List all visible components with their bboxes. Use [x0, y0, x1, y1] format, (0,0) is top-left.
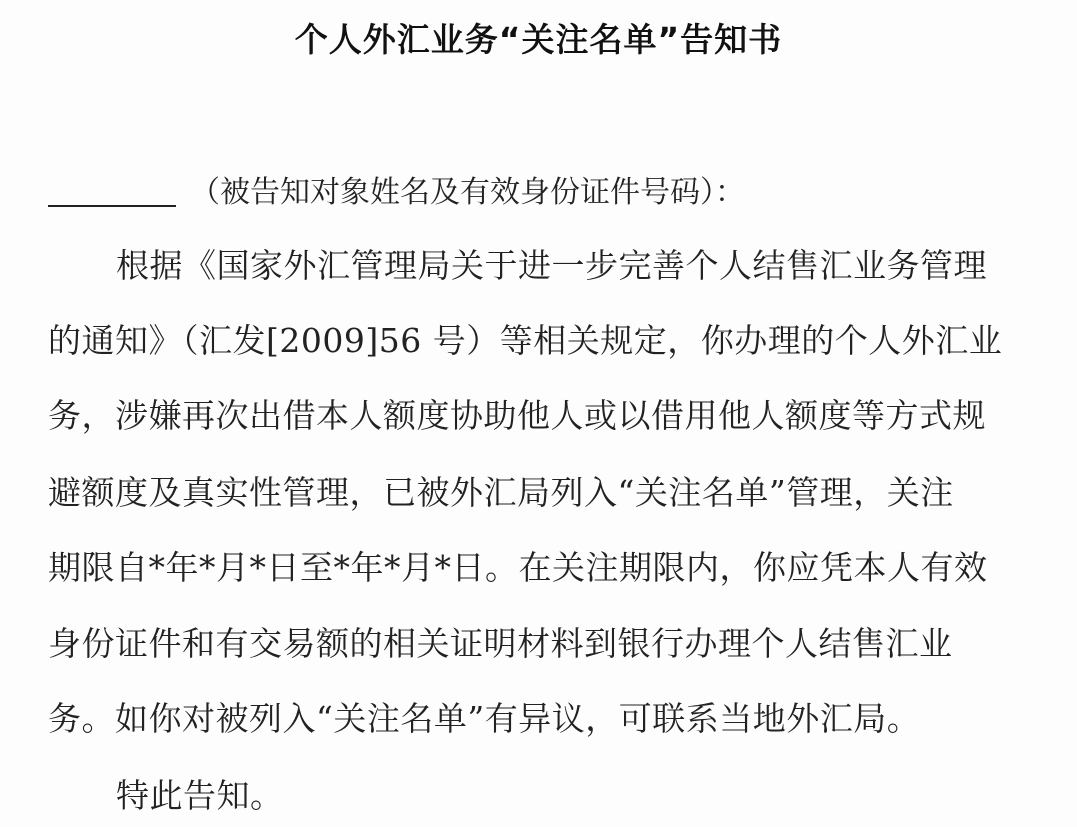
closing-text: 特此告知。: [116, 776, 284, 815]
body-paragraph-line: 务，涉嫌再次出借本人额度协助他人或以借用他人额度等方式规: [48, 396, 986, 435]
body-paragraph-line: 根据《国家外汇管理局关于进一步完善个人结售汇业务管理: [116, 246, 987, 285]
body-paragraph-line: 期限自*年*月*日至*年*月*日。在关注期限内，你应凭本人有效: [48, 548, 988, 587]
body-paragraph-line: 的通知》（汇发[2009]56 号）等相关规定，你办理的个人外汇业: [48, 321, 1003, 360]
recipient-name-blank: [48, 171, 176, 207]
document-title: 个人外汇业务“关注名单”告知书: [294, 20, 783, 59]
body-paragraph-line: 务。如你对被列入“关注名单”有异议，可联系当地外汇局。: [48, 699, 921, 738]
body-paragraph-line: 避额度及真实性管理，已被外汇局列入“关注名单”管理，关注: [48, 473, 954, 512]
body-paragraph-line: 身份证件和有交易额的相关证明材料到银行办理个人结售汇业: [48, 624, 953, 663]
recipient-note: （被告知对象姓名及有效身份证件号码）：: [190, 175, 745, 210]
recipient-line: [48, 166, 745, 212]
